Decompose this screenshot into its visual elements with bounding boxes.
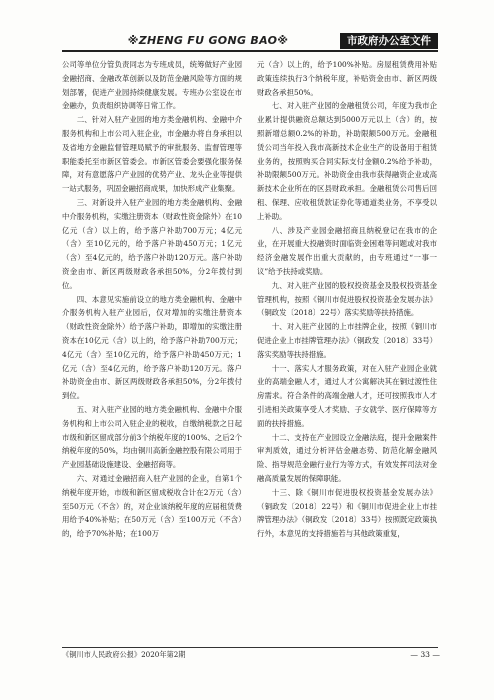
page-number: — 33 — [410,650,440,659]
paragraph: 九、对入驻产业园的股权投资基金及股权投资基金管理机构，按照《铜川市促进股权投资基金发展办法》（铜政发〔2018〕22号）落实奖励等扶持措施。 [257,280,437,318]
footer-rule [62,647,438,648]
paragraph: 八、涉及产业园金融招商且纳税登记在我市的企业，在开展重大投融资时面临资金困难等问题或对我市经济金融发展作出重大贡献的，由专班通过“一事一议”给予扶持或奖励。 [257,225,437,276]
right-column [257,58,437,541]
paragraph: 十一、落实人才服务政策，对在入驻产业园企业就业的高端金融人才，通过人才公寓解决其在铜过渡性住房需求。符合条件的高端金融人才，还可按照我市人才引进相关政策享受人才奖励、子女就学、医疗保障等方面的扶持措施。 [257,363,437,428]
paragraph: 五、对入驻产业园的地方类金融机构、金融中介服务机构和上市公司入驻企业的税收，自缴纳税款之日起市级和新区留成部分前3个纳税年度的100%、之后2个纳税年度的50%，均由铜川高新金融控股有限公司用于产业园基础设施建设、金融招商等。 [62,404,242,470]
paragraph: 十二、支持在产业园设立金融法庭，提升金融案件审判质效，通过分析评估金融态势、防范化解金融风险、指导规范金融行业行为等方式，有效发挥司法对金融高质量发展的保障职能。 [257,432,437,483]
journal-issue: 《铜川市人民政府公报》2020年第2期 [62,650,186,659]
paragraph: 二、针对入驻产业园的地方类金融机构、金融中介服务机构和上市公司入驻企业，市金融办将自身承担以及省地方金融监督管理局赋予的审批服务、监督管理等职能委托至市新区管委会。市新区管委会要强化服务保障，对有意愿落户产业园的优势产业、龙头企业等提供一站式服务，巩固金融招商成果，加快形成产业集聚。 [62,115,242,194]
paragraph: 十、对入驻产业园的上市挂牌企业，按照《铜川市促进企业上市挂牌管理办法》（铜政发〔2018〕33号）落实奖励等扶持措施。 [257,322,437,359]
paragraph: 元（含）以上的，给予100%补贴。房屋租赁费用补贴政策连续执行3个纳税年度，补贴资金由市、新区两级财政各承担50%。 [257,60,437,97]
paragraph: 四、本意见实施前设立的地方类金融机构、金融中介服务机构入驻产业园后，仅对增加的实缴注册资本（财政性资金除外）给予落户补助，即增加的实缴注册资本在10亿元（含）以上的，给予落户补助700万元；4亿元（含）至10亿元的，给予落户补助450万元；1亿元（含）至4亿元的，给予落户补助120万元。落户补助资金由市、新区两级财政各承担50%，分2年拨付到位。 [62,294,242,401]
left-column [62,58,242,541]
journal-name: ※ZHENG FU GONG BAO※ [127,34,289,47]
paragraph: 三、对新设并入驻产业园的地方类金融机构、金融中介服务机构，实缴注册资本（财政性资金除外）在10亿元（含）以上的，给予落户补助700万元；4亿元（含）至10亿元的，给予落户补助450万元；1亿元（含）至4亿元的，给予落户补助120万元。落户补助资金由市、新区两级财政各承担50%，分2年拨付到位。 [62,197,242,290]
paragraph: 公司等单位分管负责同志为专班成员，统筹做好产业园金融招商、金融改革创新以及防范金融风险等方面的规划部署，促进产业园持续健康发展。专班办公室设在市金融办，负责组织协调等日常工作。 [62,60,242,111]
paragraph: 十三、除《铜川市促进股权投资基金发展办法》（铜政发〔2018〕22号）和《铜川市促进企业上市挂牌管理办法》（铜政发〔2018〕33号）按照既定政策执行外，本意见的支持措施若与其他政策重复， [257,487,437,539]
paragraph: 六、对通过金融招商入驻产业园的企业，自第1个纳税年度开始，市级和新区留成税收合计在2万元（含）至50万元（不含）的，对企业该纳税年度的应届租赁费用给予40%补贴；在50万元（含）至100万元（不含）的，给予70%补贴；在100万 [62,473,242,539]
header-rule [62,50,438,52]
section-tag: 市政府办公室文件 [340,33,438,49]
paragraph: 七、对入驻产业园的金融租赁公司，年度为我市企业累计提供融资总额达到5000万元以上（含）的，按照新增总额0.2%的补助，补助限额500万元。金融租赁公司当年投入我市高新技术企业生产的设备用于租赁业务的，按照购买合同实际支付金额0.2%给予补助，补助限额500万元。补助资金由我市获得融资企业或高新技术企业所在的区县财政承担。金融租赁公司售后回租、保理、应收租赁款证券化等通道类业务，不享受以上补助。 [257,101,437,221]
